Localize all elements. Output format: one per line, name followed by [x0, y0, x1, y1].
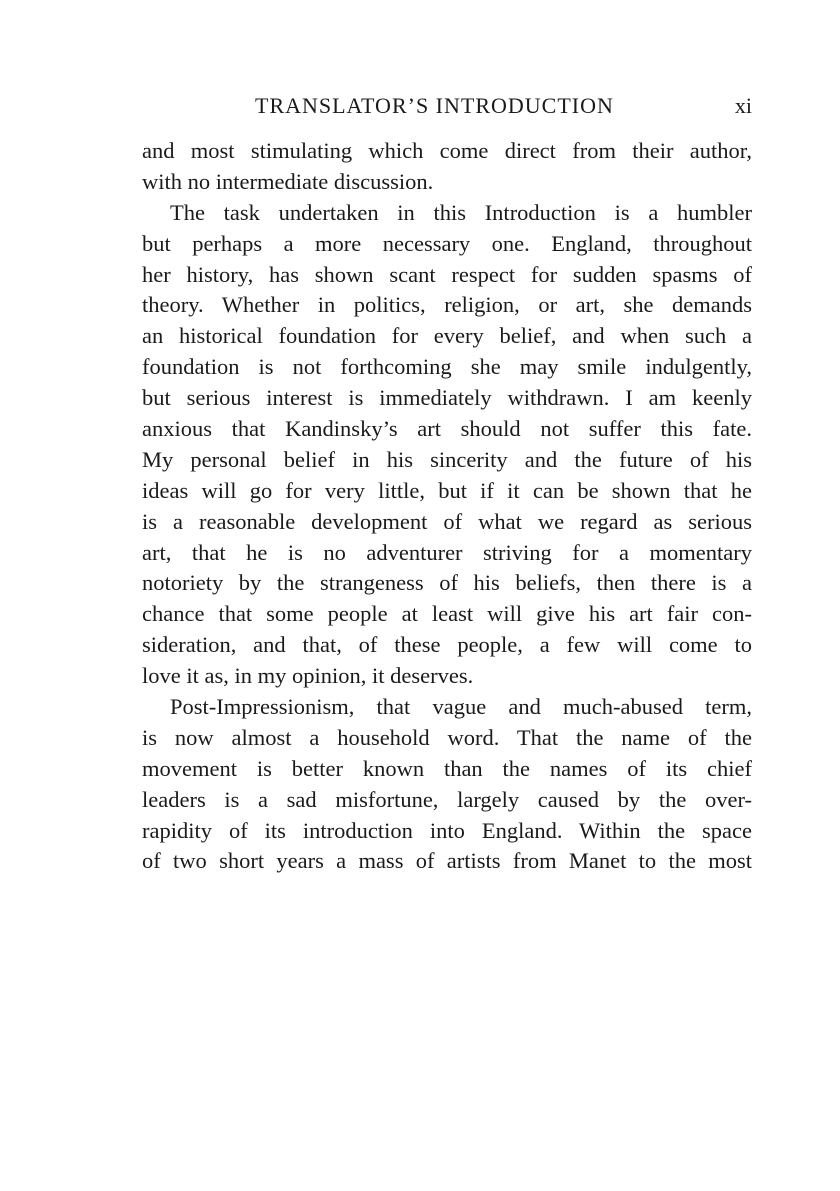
text-line: foundation is not forthcoming she may smile indulgently, [142, 354, 752, 380]
paragraph-post-impressionism [142, 692, 752, 877]
text-line: is a reasonable development of what we regard as serious [142, 508, 752, 534]
text-line: anxious that Kandinsky’s art should not suffer this fate. [142, 416, 752, 442]
running-head [142, 93, 752, 123]
page-number: xi [734, 93, 752, 118]
text-line: an historical foundation for every belief, and when such a [142, 323, 752, 349]
text-line: of two short years a mass of artists from Manet to the most [142, 848, 752, 874]
text-line: sideration, and that, of these people, a few will come to [142, 632, 752, 658]
text-line: leaders is a sad misfortune, largely caused by the over- [142, 786, 752, 812]
text-line: but serious interest is immediately withdrawn. I am keenly [142, 385, 752, 411]
text-line: and most stimulating which come direct from their author, [142, 138, 752, 163]
text-line: My personal belief in his sincerity and the future of his [142, 446, 752, 472]
text-line: rapidity of its introduction into England. Within the space [142, 817, 752, 843]
text-line: love it as, in my opinion, it deserves. [142, 663, 474, 689]
text-line: is now almost a household word. That the name of the [142, 724, 752, 750]
text-line: Post-Impressionism, that vague and much-abused term, [170, 694, 752, 720]
text-line: notoriety by the strangeness of his beliefs, then there is a [142, 570, 752, 596]
text-line: ideas will go for very little, but if it can be shown that he [142, 477, 752, 503]
paragraph-continued [142, 136, 752, 198]
running-title: TRANSLATOR’S INTRODUCTION [255, 93, 614, 118]
text-line: The task undertaken in this Introduction is a humbler [170, 199, 752, 225]
text-line: movement is better known than the names of its chief [142, 755, 752, 781]
text-line: theory. Whether in politics, religion, or art, she demands [142, 292, 752, 318]
text-line: chance that some people at least will give his art fair con- [142, 601, 752, 627]
paragraph-task-undertaken [142, 198, 752, 692]
text-line: art, that he is no adventurer striving for a momentary [142, 539, 752, 565]
text-line: but perhaps a more necessary one. England, throughout [142, 230, 752, 256]
text-line: with no intermediate discussion. [142, 168, 434, 194]
body-text [142, 136, 752, 877]
text-line: her history, has shown scant respect for sudden spasms of [142, 261, 752, 287]
